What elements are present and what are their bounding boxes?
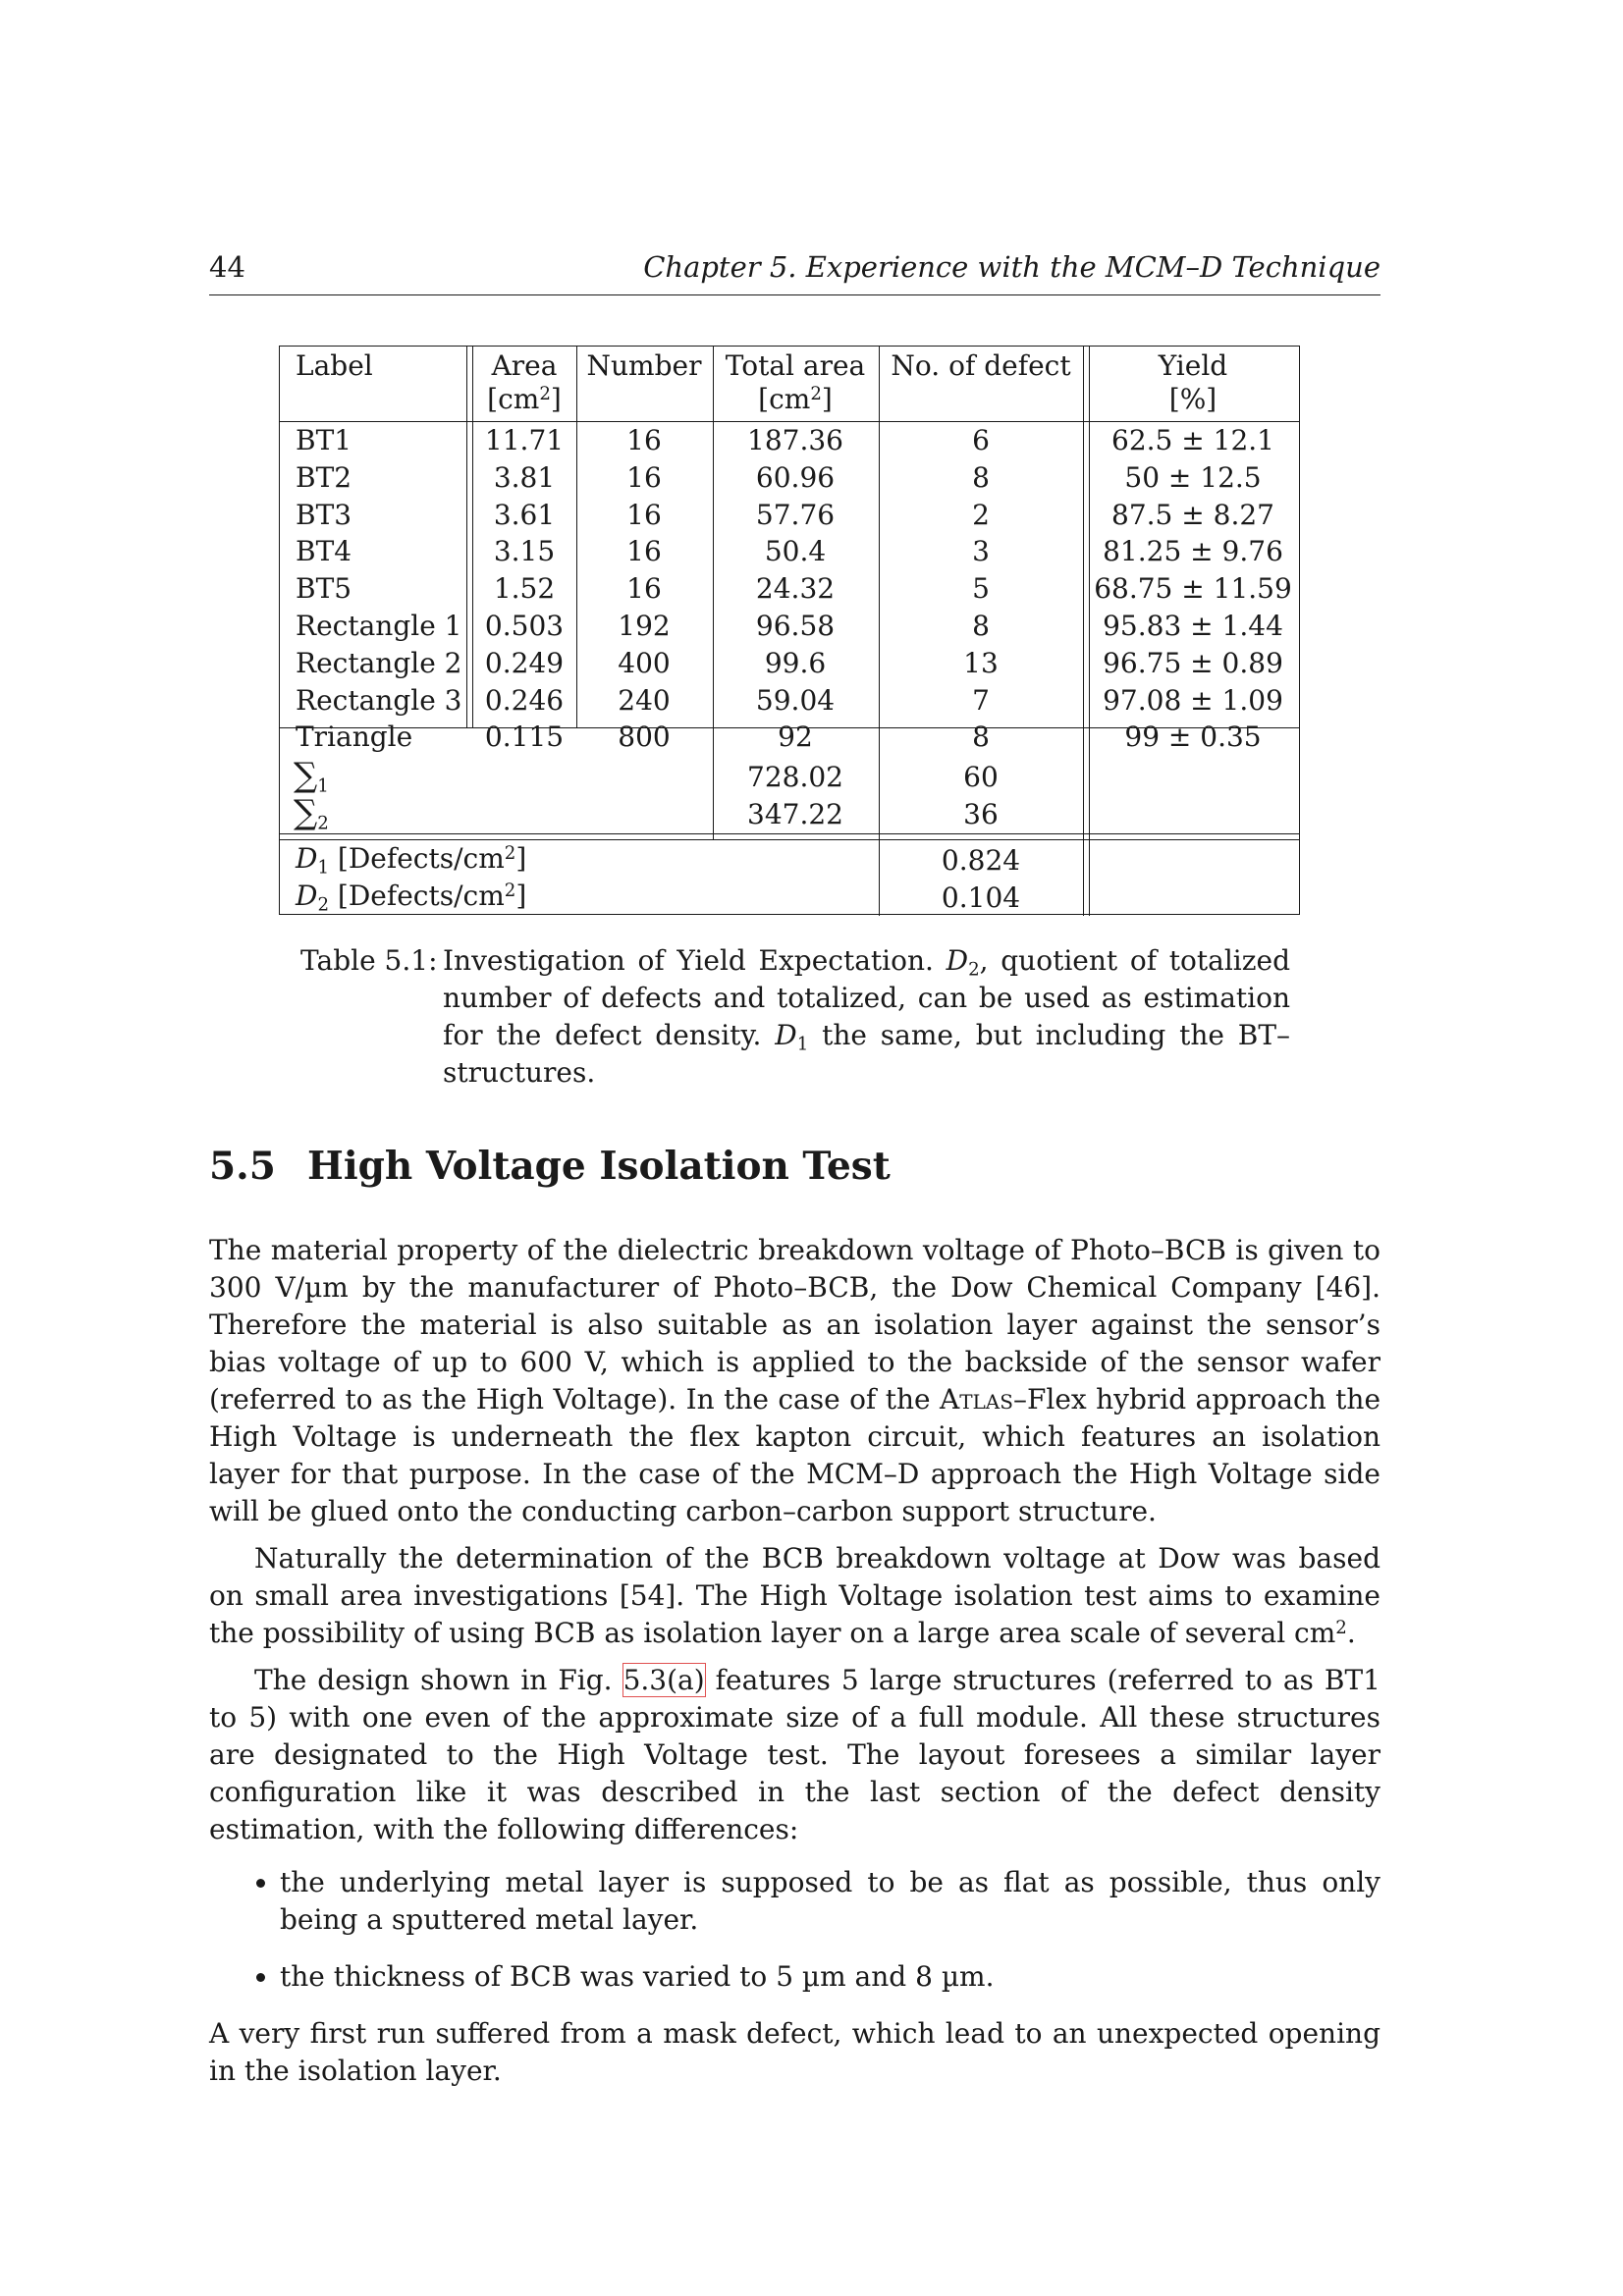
header-number: Number [586, 349, 702, 382]
table-cell-yield: 96.75 ± 0.89 [1103, 646, 1283, 679]
table-cell-defects: 8 [972, 460, 990, 494]
table-cell-number: 400 [618, 646, 671, 679]
caption-text: Investigation of Yield Expectation. $D_2$, quotient of totalized number of defects and totalized, can be used as estimation for the defect density. $D_1$ the same, but including the BT–structures. [443, 944, 1291, 1089]
header-yield-unit: [%] [1168, 383, 1217, 415]
table-cell-total: 92 [778, 721, 813, 754]
table-cell-area: 3.15 [493, 535, 556, 568]
density-1-value: 0.824 [941, 844, 1021, 877]
table-cell-defects: 2 [972, 498, 990, 531]
table-cell-yield: 62.5 ± 12.1 [1111, 424, 1274, 456]
table-cell-total: 24.32 [755, 572, 836, 606]
paragraph-1: The material property of the dielectric breakdown voltage of Photo–BCB is given to 300 V/µm by the manufacturer of Photo–BCB, the Dow Chemical Company [46]. Therefore the material is also suitable as an isolation layer against the sensor’s bias voltage of up to 600 V, which is applied to the backside of the sensor wafer (referred to as the High Voltage). In the case of the Atlas–Flex hybrid approach the High Voltage is underneath the flex kapton circuit, which features an isolation layer for that purpose. In the case of the MCM–D approach the High Voltage side will be glued onto the conducting carbon–carbon support structure. [209, 1234, 1381, 1527]
header-rule [209, 294, 1380, 295]
table-cell-yield: 87.5 ± 8.27 [1111, 498, 1274, 531]
list-item: • the underlying metal layer is supposed to be as flat as possible, thus only being a sputtered metal layer. [280, 1864, 1380, 1939]
table-cell-label: BT4 [296, 535, 352, 568]
header-area-unit: $[cm^2]$ [487, 383, 562, 415]
table-cell-defects: 7 [972, 683, 990, 717]
table-cell-number: 16 [626, 498, 662, 531]
table-cell-label: BT5 [296, 572, 352, 606]
table-cell-yield: 95.83 ± 1.44 [1103, 610, 1283, 642]
header-defects: No. of defect [891, 349, 1071, 382]
table-cell-number: 16 [626, 572, 662, 606]
table-rule [280, 833, 1299, 834]
table-cell-label: Rectangle 2 [296, 646, 462, 679]
sum-1-label: $\sum_1$ [294, 756, 329, 797]
table-cell-area: 11.71 [484, 424, 565, 456]
sum-2-label: $\sum_2$ [294, 793, 329, 834]
header-area: Area [491, 349, 558, 382]
table-cell-number: 800 [618, 721, 671, 754]
table-divider [576, 347, 577, 727]
table-divider [1089, 347, 1090, 916]
table-cell-label: Rectangle 3 [296, 683, 462, 717]
running-title: Chapter 5. Experience with the MCM–D Technique [643, 250, 1380, 284]
table-cell-defects: 5 [972, 572, 990, 606]
table-divider [472, 347, 473, 727]
table-cell-defects: 13 [963, 646, 999, 679]
table-cell-label: Rectangle 1 [296, 610, 462, 642]
density-2-value: 0.104 [941, 881, 1021, 914]
header-total-area-unit: $[cm^2]$ [758, 383, 833, 415]
table-caption [300, 942, 1290, 1092]
table-cell-total: 60.96 [755, 460, 836, 494]
body-text [209, 1232, 1380, 2100]
section-number: 5.5 [209, 1144, 276, 1189]
table-cell-area: 3.61 [493, 498, 556, 531]
table-cell-total: 187.36 [747, 424, 843, 456]
paragraph-3: The design shown in Fig. 5.3(a) features 5 large structures (referred to as BT1 to 5) with one even of the approximate size of a full module. All these structures are designated to the High Voltage test. The layout foresees a similar layer configuration like it was described in the last section of the defect density estimation, with the following differences: [209, 1664, 1380, 1845]
table-cell-area: 0.249 [484, 646, 565, 679]
section-heading [209, 1144, 891, 1189]
table-cell-yield: 97.08 ± 1.09 [1103, 683, 1283, 717]
table-cell-yield: 99 ± 0.35 [1124, 721, 1262, 754]
density-1-label: $D_1$ $[Defects/cm^2]$ [296, 842, 527, 879]
table-cell-number: 16 [626, 535, 662, 568]
page-number: 44 [209, 250, 245, 284]
header-label: Label [296, 349, 373, 382]
table-cell-label: Triangle [296, 721, 413, 754]
table-cell-defects: 6 [972, 424, 990, 456]
table-cell-defects: 3 [972, 535, 990, 568]
figure-reference-link[interactable]: 5.3(a) [622, 1664, 705, 1696]
table-cell-defects: 8 [972, 610, 990, 642]
table-divider [466, 347, 467, 727]
header-yield: Yield [1158, 349, 1228, 382]
table-cell-area: 0.115 [484, 721, 565, 754]
table-cell-total: 57.76 [755, 498, 836, 531]
table-rule [280, 839, 1299, 840]
table-cell-total: 59.04 [755, 683, 836, 717]
table-cell-area: 0.503 [484, 610, 565, 642]
table-cell-number: 240 [618, 683, 671, 717]
table-cell-area: 0.246 [484, 683, 565, 717]
caption-label: Table 5.1: [300, 944, 438, 977]
table-cell-area: 3.81 [493, 460, 556, 494]
sum-1-total: 728.02 [747, 761, 843, 793]
table-cell-defects: 8 [972, 721, 990, 754]
table-cell-total: 99.6 [764, 646, 827, 679]
difference-list [209, 1864, 1380, 1996]
header-total-area: Total area [725, 349, 866, 382]
table-cell-label: BT2 [296, 460, 352, 494]
table-cell-number: 16 [626, 424, 662, 456]
table-cell-yield: 50 ± 12.5 [1124, 460, 1262, 494]
table-divider [879, 347, 880, 916]
table-rule [280, 421, 1299, 422]
table-cell-label: BT1 [296, 424, 352, 456]
table-cell-total: 96.58 [755, 610, 836, 642]
density-2-label: $D_2$ $[Defects/cm^2]$ [296, 880, 527, 916]
sum-2-defects: 36 [963, 798, 999, 830]
table-cell-yield: 68.75 ± 11.59 [1094, 572, 1292, 606]
sum-2-total: 347.22 [747, 798, 843, 830]
table-cell-yield: 81.25 ± 9.76 [1103, 535, 1283, 568]
paragraph-2: Naturally the determination of the BCB breakdown voltage at Dow was based on small area investigations [54]. The High Voltage isolation test aims to examine the possibility of using BCB as isolation layer on a large area scale of several $cm^2$. [209, 1542, 1380, 1649]
table-cell-area: 1.52 [493, 572, 556, 606]
sum-1-defects: 60 [963, 761, 999, 793]
table-divider [1083, 347, 1084, 916]
section-title: High Voltage Isolation Test [307, 1144, 891, 1189]
table-cell-number: 192 [618, 610, 671, 642]
table-cell-number: 16 [626, 460, 662, 494]
table-cell-total: 50.4 [764, 535, 827, 568]
list-item: • the thickness of BCB was varied to 5 µm and 8 µm. [280, 1958, 1380, 1996]
paragraph-4: A very first run suffered from a mask defect, which lead to an unexpected opening in the isolation layer. [209, 2017, 1380, 2087]
table-cell-label: BT3 [296, 498, 352, 531]
yield-table [279, 346, 1300, 915]
